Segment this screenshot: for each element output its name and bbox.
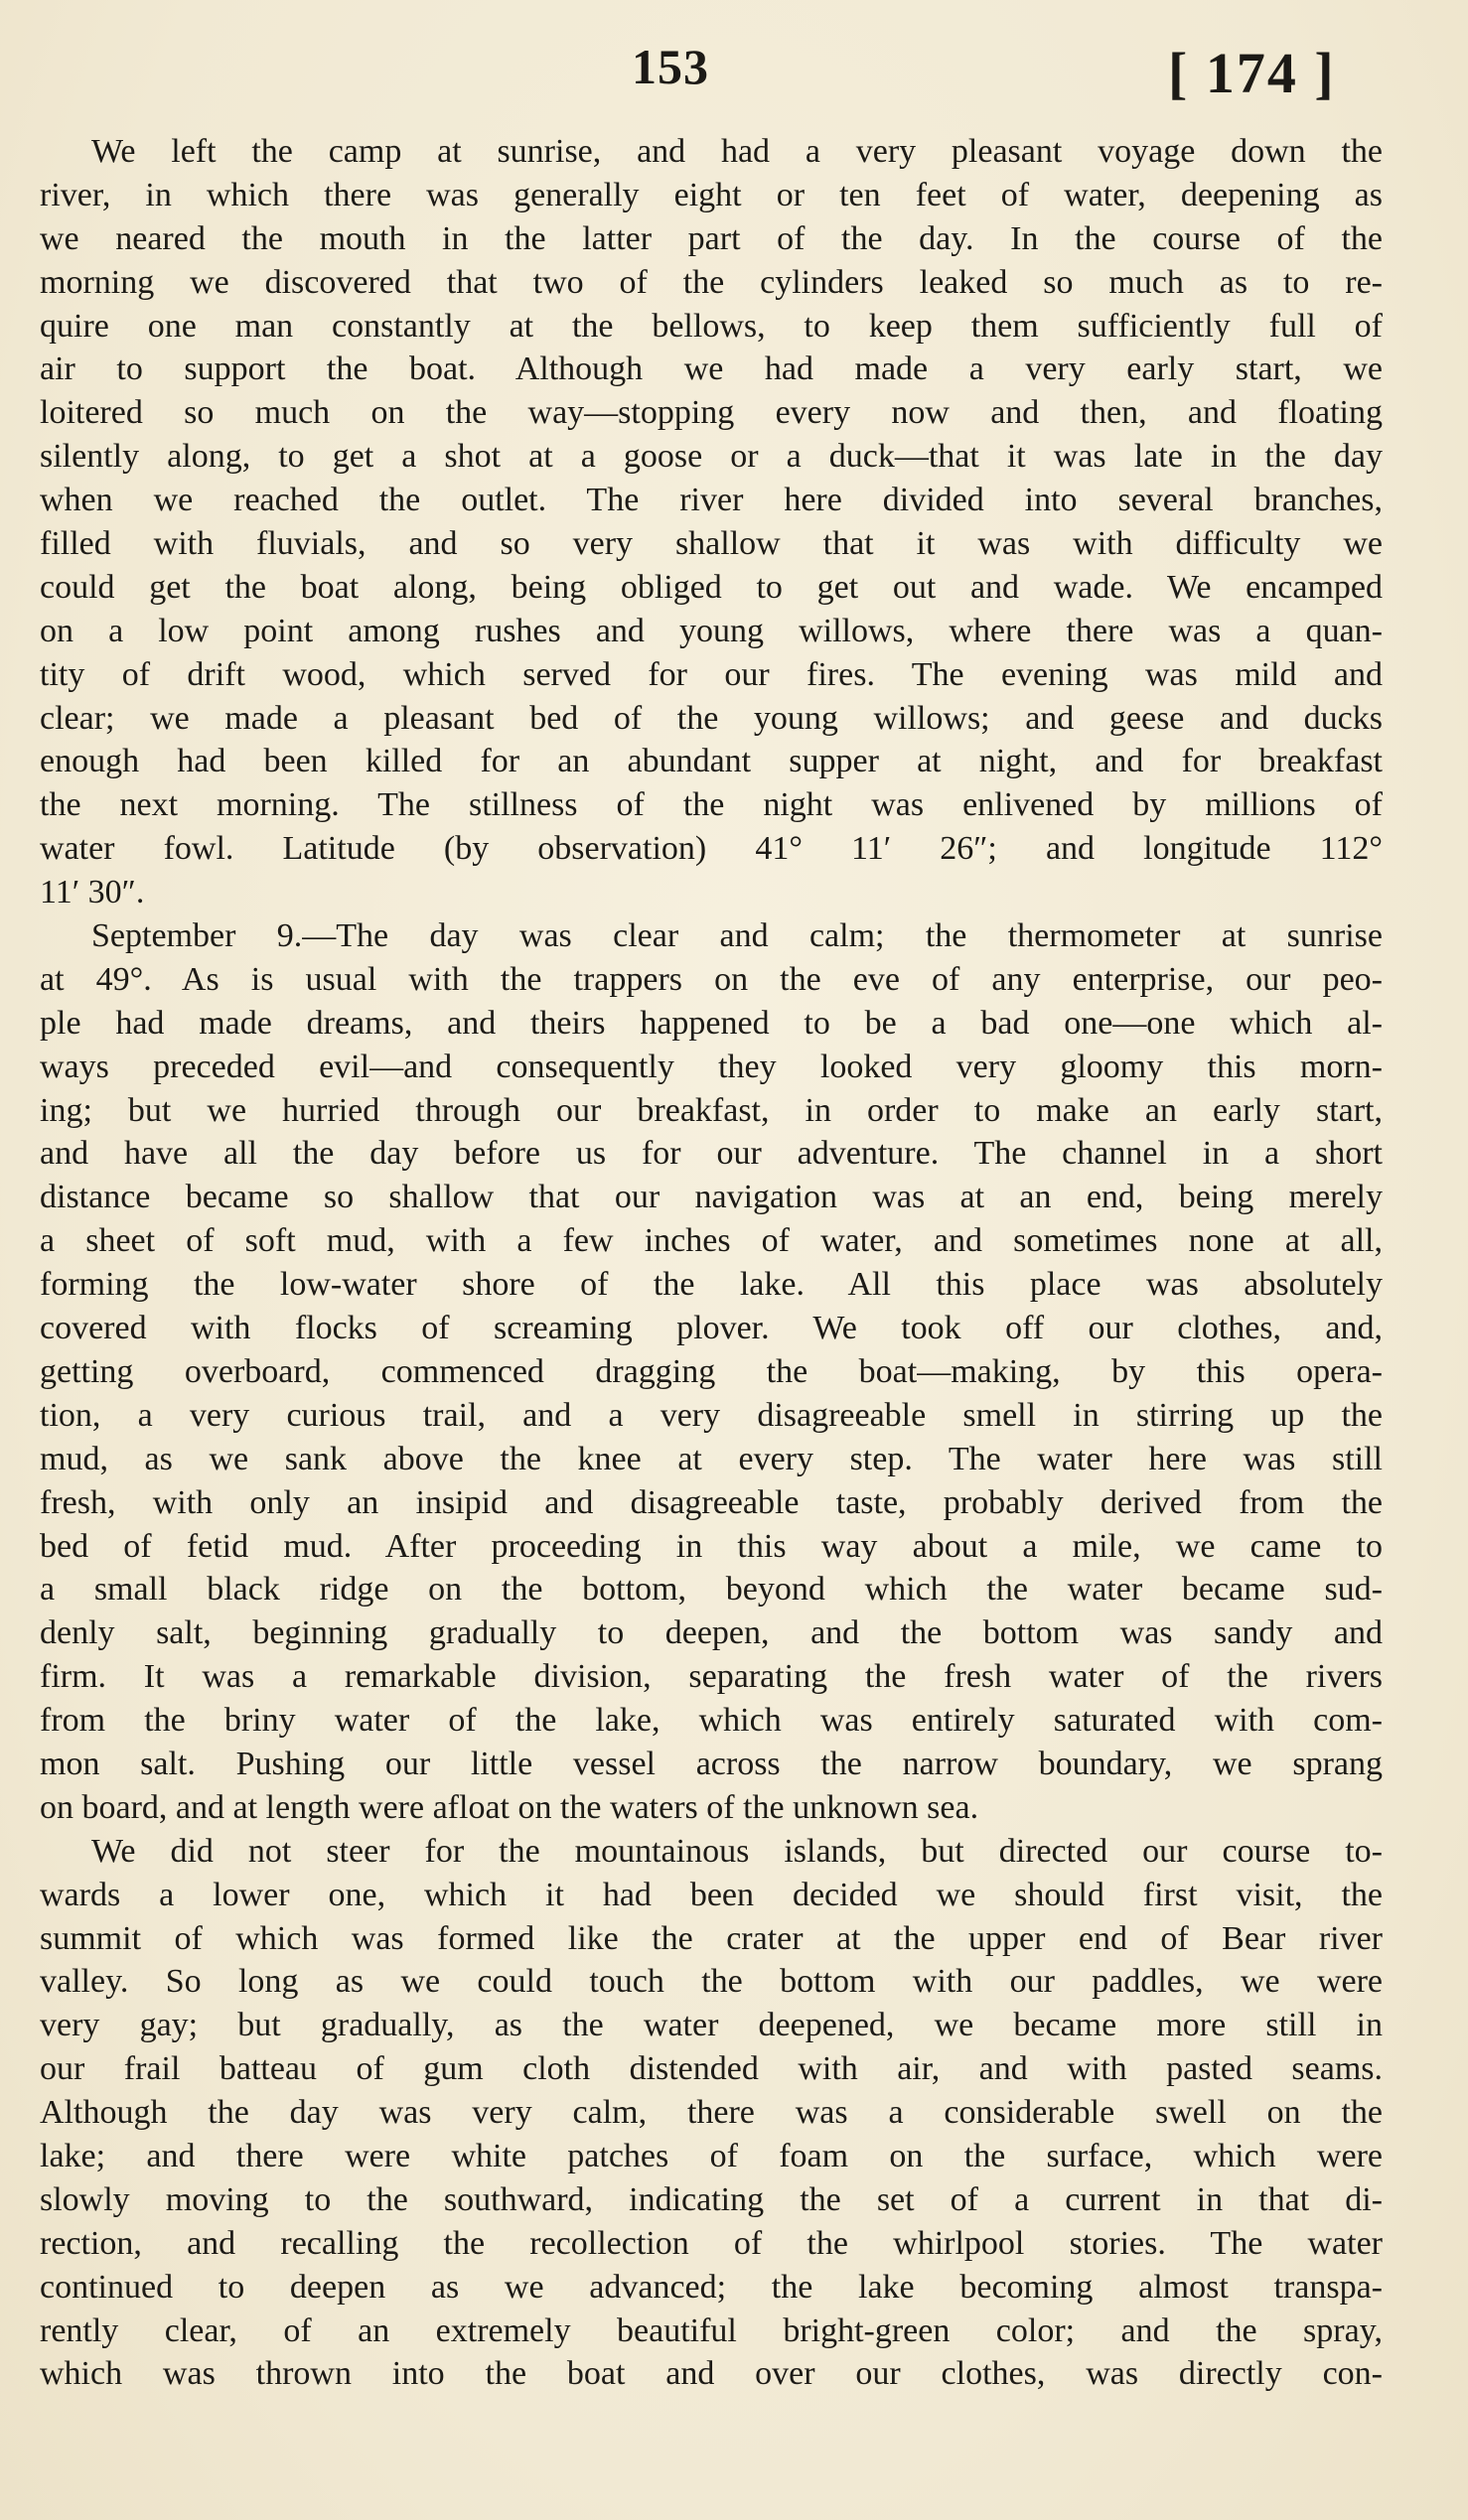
text-line: we neared the mouth in the latter part of the day. In the course of the: [40, 219, 1383, 257]
text-line: bed of fetid mud. After proceeding in this way about a mile, we came to: [40, 1527, 1383, 1565]
text-line: slowly moving to the southward, indicating the set of a current in that di-: [40, 2180, 1383, 2218]
text-line: ple had made dreams, and theirs happened to be a bad one—one which al-: [40, 1004, 1383, 1042]
text-line: ing; but we hurried through our breakfast, in order to make an early start,: [40, 1091, 1383, 1129]
text-line: silently along, to get a shot at a goose or a duck—that it was late in the day: [40, 438, 1383, 476]
text-line: 11′ 30″.: [40, 874, 145, 911]
text-line: a small black ridge on the bottom, beyond which the water became sud-: [40, 1571, 1383, 1609]
text-line: from the briny water of the lake, which was entirely saturated with com-: [40, 1702, 1383, 1740]
text-line: very gay; but gradually, as the water deepened, we became more still in: [40, 2007, 1383, 2044]
text-line: lake; and there were white patches of foam on the surface, which were: [40, 2137, 1383, 2174]
text-line: We did not steer for the mountainous islands, but directed our course to-: [91, 1832, 1383, 1870]
text-line: morning we discovered that two of the cylinders leaked so much as to re-: [40, 263, 1383, 301]
text-line: distance became so shallow that our navigation was at an end, being merely: [40, 1179, 1383, 1216]
text-line: which was thrown into the boat and over our clothes, was directly con-: [40, 2355, 1383, 2393]
text-line: mud, as we sank above the knee at every step. The water here was still: [40, 1440, 1383, 1477]
text-line: covered with flocks of screaming plover. We took off our clothes, and,: [40, 1310, 1383, 1347]
text-line: the next morning. The stillness of the night was enlivened by millions of: [40, 786, 1383, 824]
text-line: fresh, with only an insipid and disagreeable taste, probably derived from the: [40, 1483, 1383, 1521]
text-line: quire one man constantly at the bellows, to keep them sufficiently full of: [40, 307, 1383, 345]
text-line: air to support the boat. Although we had made a very early start, we: [40, 350, 1383, 388]
text-line: We left the camp at sunrise, and had a very pleasant voyage down the: [91, 133, 1383, 170]
text-line: valley. So long as we could touch the bottom with our paddles, we were: [40, 1963, 1383, 2001]
text-line: loitered so much on the way—stopping every now and then, and floating: [40, 394, 1383, 432]
text-line: could get the boat along, being obliged to get out and wade. We encamped: [40, 568, 1383, 606]
page-number: 153: [632, 39, 709, 94]
text-line: mon salt. Pushing our little vessel across the narrow boundary, we sprang: [40, 1745, 1383, 1782]
text-line: enough had been killed for an abundant supper at night, and for breakfast: [40, 743, 1383, 780]
text-line: water fowl. Latitude (by observation) 41° 11′ 26″; and longitude 112°: [40, 830, 1383, 868]
text-line: at 49°. As is usual with the trappers on the eve of any enterprise, our peo-: [40, 960, 1383, 998]
text-line: Although the day was very calm, there was a considerable swell on the: [40, 2094, 1383, 2132]
text-line: clear; we made a pleasant bed of the young willows; and geese and ducks: [40, 699, 1383, 737]
text-line: summit of which was formed like the crater at the upper end of Bear river: [40, 1919, 1383, 1957]
text-line: a sheet of soft mud, with a few inches of water, and sometimes none at all,: [40, 1222, 1383, 1260]
text-line: September 9.—The day was clear and calm; the thermometer at sunrise: [91, 917, 1383, 955]
text-line: on a low point among rushes and young willows, where there was a quan-: [40, 612, 1383, 649]
text-line: when we reached the outlet. The river here divided into several branches,: [40, 482, 1383, 519]
running-head: [0, 28, 1468, 107]
text-line: denly salt, beginning gradually to deepen, and the bottom was sandy and: [40, 1614, 1383, 1652]
text-line: river, in which there was generally eight or ten feet of water, deepening as: [40, 176, 1383, 213]
text-line: wards a lower one, which it had been decided we should first visit, the: [40, 1876, 1383, 1913]
text-line: firm. It was a remarkable division, separating the fresh water of the rivers: [40, 1658, 1383, 1696]
text-line: on board, and at length were afloat on the waters of the unknown sea.: [40, 1788, 979, 1826]
text-line: and have all the day before us for our adventure. The channel in a short: [40, 1135, 1383, 1173]
text-line: tity of drift wood, which served for our fires. The evening was mild and: [40, 655, 1383, 693]
text-line: rently clear, of an extremely beautiful bright-green color; and the spray,: [40, 2311, 1383, 2349]
text-line: ways preceded evil—and consequently they looked very gloomy this morn-: [40, 1048, 1383, 1085]
text-line: rection, and recalling the recollection of the whirlpool stories. The water: [40, 2224, 1383, 2262]
text-line: continued to deepen as we advanced; the lake becoming almost transpa-: [40, 2268, 1383, 2306]
text-line: filled with fluvials, and so very shallow that it was with difficulty we: [40, 525, 1383, 563]
text-line: getting overboard, commenced dragging the boat—making, by this opera-: [40, 1352, 1383, 1390]
text-line: our frail batteau of gum cloth distended with air, and with pasted seams.: [40, 2050, 1383, 2088]
text-line: forming the low-water shore of the lake. All this place was absolutely: [40, 1266, 1383, 1304]
sheet-number: [ 174 ]: [1168, 41, 1336, 105]
text-line: tion, a very curious trail, and a very disagreeable smell in stirring up the: [40, 1396, 1383, 1434]
body-text: [40, 130, 1383, 2396]
